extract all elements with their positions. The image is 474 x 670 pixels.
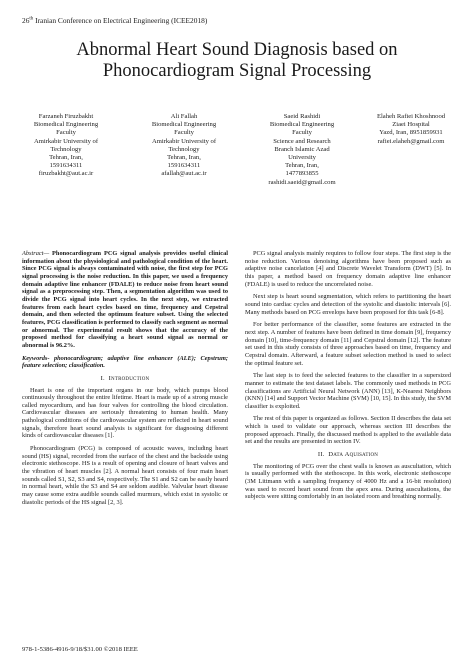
author-line: Amirkabir University of xyxy=(151,137,217,145)
paragraph: The rest of this paper is organized as follows. Section II describes the data set which is used to validate our approach, whereas section III describes the proposed approach. Finally, the discussed method is applied to the available data set and the results are presented in section IV. xyxy=(245,415,451,446)
paragraph: Phonocardiogram (PCG) is composed of acoustic waves, including heart sound (HS) signal, recorded from the surface of the chest and the backside using electronic stethoscope. HS is a result of opening and closure of heart valves and the vibration of heart muscles [2]. A normal heart consists of four main heart sounds called S1, S2, S3 and S4, respectively. The S1 and S2 can be easily heard in normal heart, while the S3 and S4 are seldom audible. Valvular heart disease may cause some extra audible sounds called murmurs, which exist in systolic or diastolic periods of the HS signal [2, 3]. xyxy=(22,445,228,506)
author-2 xyxy=(130,113,238,179)
author-line: Tehran, Iran, xyxy=(285,162,319,170)
author-line: Science and Research xyxy=(273,137,331,145)
author-line: Amirkabir University of xyxy=(33,137,99,145)
author-line: Ali Fallah xyxy=(170,113,198,120)
author-line: Tehran, Iran, xyxy=(49,154,83,162)
author-line: Faculty xyxy=(292,129,312,137)
abstract-label: Abstract— xyxy=(22,250,50,257)
author-email: afallah@aut.ac.ir xyxy=(161,170,207,178)
title-line-2: Phonocardiogram Signal Processing xyxy=(102,61,372,81)
copyright-footer: 978-1-5386-4916-9/18/$31.00 ©2018 IEEE xyxy=(22,646,138,653)
author-line: University xyxy=(288,154,316,162)
author-line: Yazd, Iran, 8951859931 xyxy=(379,129,443,137)
author-line: Biomedical Engineering xyxy=(269,121,335,129)
author-line: Biomedical Engineering xyxy=(151,121,217,129)
author-line: Branch Islamic Azad xyxy=(274,145,330,153)
author-email: rashidi.saeid@gmail.com xyxy=(268,178,336,186)
author-line: Tehran, Iran, xyxy=(167,154,201,162)
paragraph: The monitoring of PCG over the chest walls is known as auscultation, which is usually performed with the stethoscope. In this work, electronic stethoscope (3M Littmann with a sampling frequency of 4000 Hz and a 16-bit resolution) was used to record heart sound from the apex area. During auscultations, the subjects were sitting comfortably in an isolated room and breathing normally. xyxy=(245,462,451,501)
author-line: 1477893855 xyxy=(285,170,319,178)
author-4 xyxy=(357,113,465,146)
abstract xyxy=(22,250,228,350)
conference-header: 26th Iranian Conference on Electrical Engineering (ICEE2018) xyxy=(22,16,208,25)
left-column xyxy=(22,250,228,511)
author-email: firuzbakht@aut.ac.ir xyxy=(38,170,94,178)
paragraph: The last step is to feed the selected features to the classifier in a supersized manner to estimate the test dataset labels. The commonly used methods in PCG classifications are Artificial Neural Network (ANN) [13], K-Nearest Neighbors (KNN) [14] and Support Vector Machine (SVM) [10, 15]. In this study, the SVM classifier is exploited. xyxy=(245,372,451,410)
author-line: Technology xyxy=(168,145,200,153)
section-heading-data-aquisation: II. Data Aquisation xyxy=(317,451,379,459)
author-email: rafiei.elaheh@gmail.com xyxy=(377,137,445,145)
paragraph: Next step is heart sound segmentation, which refers to partitioning the heart sound into cardiac cycles and detection of the systolic and diastolic intervals [6]. Many methods based on PCG envelops have been proposed for this task [6-8]. xyxy=(245,293,451,316)
author-line: 1591634311 xyxy=(167,162,201,170)
author-1 xyxy=(12,113,120,179)
author-line: Farzaneh Firuzbakht xyxy=(38,113,94,120)
title-line-1: Abnormal Heart Sound Diagnosis based on xyxy=(76,40,398,60)
section-heading-introduction: I. Introduction xyxy=(100,374,150,382)
author-line: Faculty xyxy=(174,129,194,137)
author-line: 1591634311 xyxy=(49,162,83,170)
paragraph: For better performance of the classifier, some features are extracted in the next step. A number of features have been defined in time domain [9], frequency domain [10], time-frequency domain [11] and Cepstral domain [12]. The feature set used in this study consists of three approaches based on time, frequency and Cepstral domain. Afterward, a feature subset selection method is used to select the optimal feature set. xyxy=(245,321,451,367)
abstract-text: Phonocardiogram PCG signal analysis provides useful clinical information about the physiological and pathological condition of the heart. Since PCG signal is always contaminated with noise, the first step for PCG signal processing is the noise reduction. In this paper, we used a frequency domain adaptive line enhancer (FDALE) to reduce noise from heart sound signal as a preprocessing step. Then, a segmentation algorithm was used to divide the PCG signal into heart cycles. In the next step, we extracted features from each heart cycles based on time, frequency and Cepstral domain, and then selected the optimum feature subset. Using the selected features, PCG classification is performed to classify each segment as normal or abnormal. The experimental result shows that the accuracy of the proposed method for classifying a heart sound signal as normal or abnormal is 96.2%. xyxy=(22,250,228,349)
right-column xyxy=(245,250,451,506)
author-3 xyxy=(248,113,356,187)
paragraph: Heart is one of the important organs in our body, which pumps blood continuously throughout the entire lifetime. Heart is made up of a strong muscle called myocardium, and has four valves for controlling the blood circulation. Cardiovascular diseases are seriously threatening to human health. Many pathological conditions of the cardiovascular system are reflected in heart sound signals, therefore heart sound analysis is significant for diagnosing different kinds of cardiovascular diseases [1]. xyxy=(22,386,228,440)
author-line: Faculty xyxy=(56,129,76,137)
keywords: Keywords- phonocardiogram; adaptive line enhancer (ALE); Cepstrum; feature selection; classification. xyxy=(22,354,228,370)
author-line: Biomedical Engineering xyxy=(33,121,99,129)
author-line: Elaheh Rafiei Khoshnood xyxy=(376,113,446,120)
paper-title xyxy=(24,40,450,82)
author-line: Ziaei Hospital xyxy=(392,121,430,129)
author-line: Technology xyxy=(50,145,82,153)
paragraph: PCG signal analysis mainly requires to follow four steps. The first step is the noise reduction. Various denoising algorithms have been proposed such as adaptive noise cancelation [4] and Discrete Wavelet Transform (DWT) [5]. In this paper, a method based on frequency domain adaptive line enhancer (FDALE) is used to reduce the uncorrelated noise. xyxy=(245,250,451,288)
author-line: Saeid Rashidi xyxy=(283,113,321,120)
